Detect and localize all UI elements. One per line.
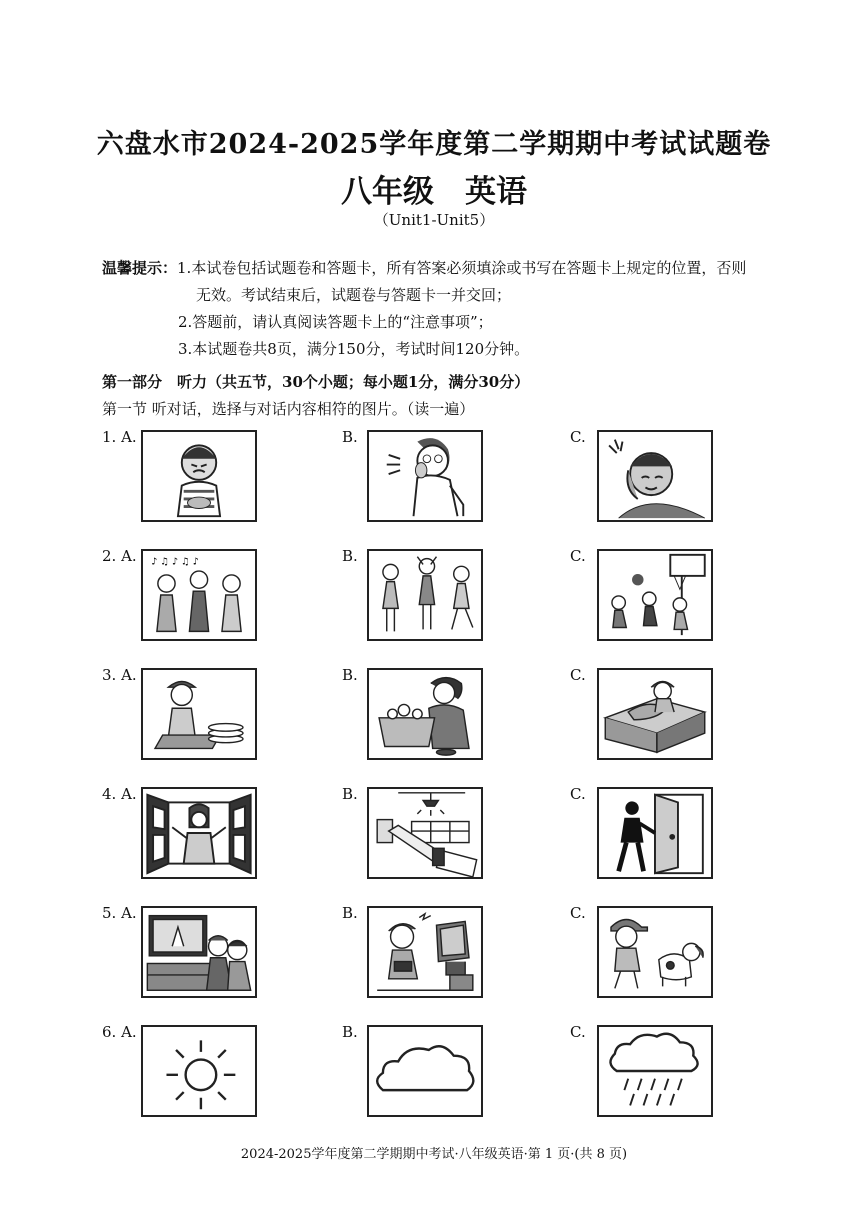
option-b-label: B.	[342, 904, 358, 922]
girl-washing-clothes-icon[interactable]	[367, 668, 483, 760]
boys-basketball-icon[interactable]	[597, 549, 713, 641]
option-c-label: C.	[570, 547, 586, 565]
girl-opening-window-icon[interactable]	[141, 787, 257, 879]
note-1: 1.本试卷包括试题卷和答题卡，所有答案必须填涂或书写在答题卡上规定的位置，否则	[177, 259, 747, 277]
page-title: 六盘水市2024-2025学年度第二学期期中考试试题卷	[96, 129, 772, 160]
man-opening-door-icon[interactable]	[597, 787, 713, 879]
sun-icon[interactable]	[141, 1025, 257, 1117]
page-footer: 2024-2025学年度第二学期期中考试·八年级英语·第 1 页·(共 8 页)	[240, 1147, 628, 1162]
option-c-label: C.	[570, 1023, 586, 1041]
question-number: 5. A.	[102, 904, 137, 922]
option-b-label: B.	[342, 1023, 358, 1041]
boy-computer-game-icon[interactable]	[367, 906, 483, 998]
section-heading: 第一部分 听力（共五节，30个小题；每小题1分，满分30分）	[102, 373, 530, 391]
boy-stomachache-icon[interactable]	[141, 430, 257, 522]
svg-text:♪ ♫ ♪ ♫ ♪: ♪ ♫ ♪ ♫ ♪	[151, 556, 199, 568]
question-number: 6. A.	[102, 1023, 137, 1041]
woman-toothache-icon[interactable]	[367, 430, 483, 522]
man-headache-icon[interactable]	[597, 430, 713, 522]
question-number: 3. A.	[102, 666, 137, 684]
question-number: 1. A.	[102, 428, 137, 446]
girl-making-bed-icon[interactable]	[597, 668, 713, 760]
note-2: 2.答题前，请认真阅读答题卡上的“注意事项”；	[178, 313, 493, 331]
hand-light-switch-icon[interactable]	[367, 787, 483, 879]
notes-label: 温馨提示：	[102, 259, 178, 277]
option-b-label: B.	[342, 666, 358, 684]
option-c-label: C.	[570, 785, 586, 803]
kids-singing-icon[interactable]	[141, 549, 257, 641]
unit-scope: （Unit1-Unit5）	[373, 211, 495, 229]
question-number: 4. A.	[102, 785, 137, 803]
rain-cloud-icon[interactable]	[597, 1025, 713, 1117]
option-c-label: C.	[570, 428, 586, 446]
kids-watching-tv-icon[interactable]	[141, 906, 257, 998]
question-number: 2. A.	[102, 547, 137, 565]
option-b-label: B.	[342, 547, 358, 565]
note-3: 3.本试题卷共8页，满分150分，考试时间120分钟。	[178, 340, 530, 358]
cloud-icon[interactable]	[367, 1025, 483, 1117]
option-c-label: C.	[570, 904, 586, 922]
option-c-label: C.	[570, 666, 586, 684]
page-subtitle: 八年级 英语	[341, 174, 527, 210]
girl-washing-dishes-icon[interactable]	[141, 668, 257, 760]
boy-walking-dog-icon[interactable]	[597, 906, 713, 998]
option-b-label: B.	[342, 785, 358, 803]
section-subheading: 第一节 听对话，选择与对话内容相符的图片。（读一遍）	[102, 400, 475, 418]
girls-dancing-icon[interactable]	[367, 549, 483, 641]
note-1-cont: 无效。考试结束后，试题卷与答题卡一并交回；	[196, 286, 512, 304]
exam-notes	[102, 255, 746, 363]
option-b-label: B.	[342, 428, 358, 446]
